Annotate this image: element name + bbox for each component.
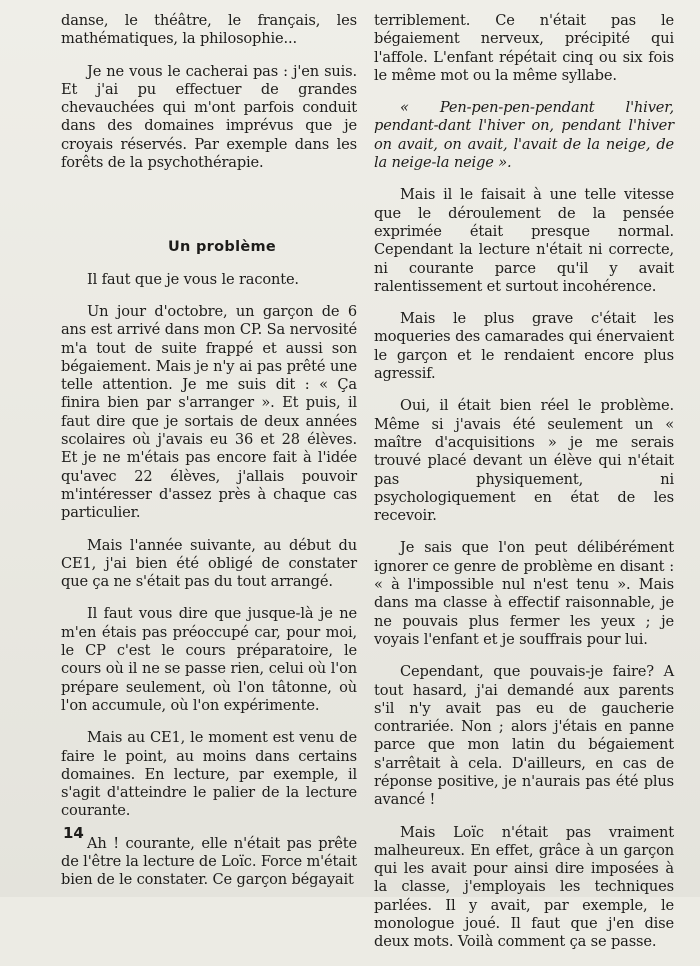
paragraph: terriblement. Ce n'était pas le bégaiement nerveux, précipité qui l'affole. L'enfant répétait cinq ou six fois le même mot ou la même syllabe. [374, 12, 674, 84]
paragraph: Ah ! courante, elle n'était pas prête de l'être la lecture de Loïc. Force m'était bien de le constater. Ce garçon bégayait [61, 834, 357, 889]
quote-paragraph: « Pen-pen-pen-pendant l'hiver, pendant-dant l'hiver on, pendant l'hiver on avait, on avait, l'avait de la neige, de la neige-la neige ». [374, 99, 674, 172]
paragraph: Mais il le faisait à une telle vitesse que le déroulement de la pensée exprimée était presque normal. Cependant la lecture n'était ni correcte, ni courante parce qu'il y avait ralentissement et surtout incohérence. [374, 186, 674, 295]
paragraph: Mais le plus grave c'était les moqueries des camarades qui énervaient le garçon et le rendaient encore plus agressif. [374, 310, 674, 383]
paragraph: danse, le théâtre, le français, les mathématiques, la philosophie... [61, 12, 357, 48]
paragraph: Cependant, que pouvais-je faire? A tout hasard, j'ai demandé aux parents s'il n'y avait pas eu de gaucherie contrariée. Non ; alors j'étais en panne parce que mon latin du bégaiement s'arrêtait à cela. D'ailleurs, en cas de réponse positive, je n'aurais pas été plus avancé ! [374, 663, 674, 809]
paragraph: Mais Loïc n'était pas vraiment malheureux. En effet, grâce à un garçon qui les avait pour ainsi dire imposées à la classe, j'employais les techniques parlées. Il y avait, par exemple, le monologue joué. Il faut que j'en dise deux mots. Voilà comment ça se passe. [374, 823, 674, 951]
paragraph: Mais l'année suivante, au début du CE1, j'ai bien été obligé de constater que ça ne s'était pas du tout arrangé. [61, 536, 357, 591]
page-number: 14 [63, 824, 84, 842]
paragraph: Oui, il était bien réel le problème. Même si j'avais été seulement un « maître d'acquisitions » je me serais trouvé placé devant un élève qui n'était pas physiquement, ni psychologiquement en état de les recevoir. [374, 397, 674, 525]
paragraph: Mais au CE1, le moment est venu de faire le point, au moins dans certains domaines. En lecture, par exemple, il s'agit d'atteindre le palier de la lecture courante. [61, 729, 357, 820]
paragraph: Un jour d'octobre, un garçon de 6 ans est arrivé dans mon CP. Sa nervosité m'a tout de suite frappé et aussi son bégaiement. Mais je n'y ai pas prêté une telle attention. Je me suis dit : « Ça finira bien par s'arranger ». Et puis, il faut dire que je sortais de deux années scolaires où j'avais eu 36 et 28 élèves. Et je ne m'étais pas encore fait à l'idée qu'avec 22 élèves, j'allais pouvoir m'intéresser d'assez près à chaque cas particulier. [61, 302, 357, 522]
paragraph: Il faut que je vous le raconte. [87, 270, 299, 288]
spacer [61, 186, 357, 238]
paragraph: Je sais que l'on peut délibérément ignorer ce genre de problème en disant : « à l'impossible nul n'est tenu ». Mais dans ma classe à effectif raisonnable, je ne pouvais plus fermer les yeux ; je voyais l'enfant et je souffrais pour lui. [374, 539, 674, 648]
left-column [61, 12, 357, 904]
right-column [374, 12, 674, 966]
paragraph: Il faut vous dire que jusque-là je ne m'en étais pas préoccupé car, pour moi, le CP c'est le cours préparatoire, le cours où il ne se passe rien, celui où l'on prépare seulement, où l'on tâtonne, où l'on accumule, où l'on expérimente. [61, 605, 357, 714]
section-heading: Un problème [167, 239, 277, 256]
paragraph: Je ne vous le cacherai pas : j'en suis. Et j'ai pu effectuer de grandes chevauchées qui m'ont parfois conduit dans des domaines imprévus que je croyais réservés. Par exemple dans les forêts de la psychothérapie. [61, 62, 357, 172]
